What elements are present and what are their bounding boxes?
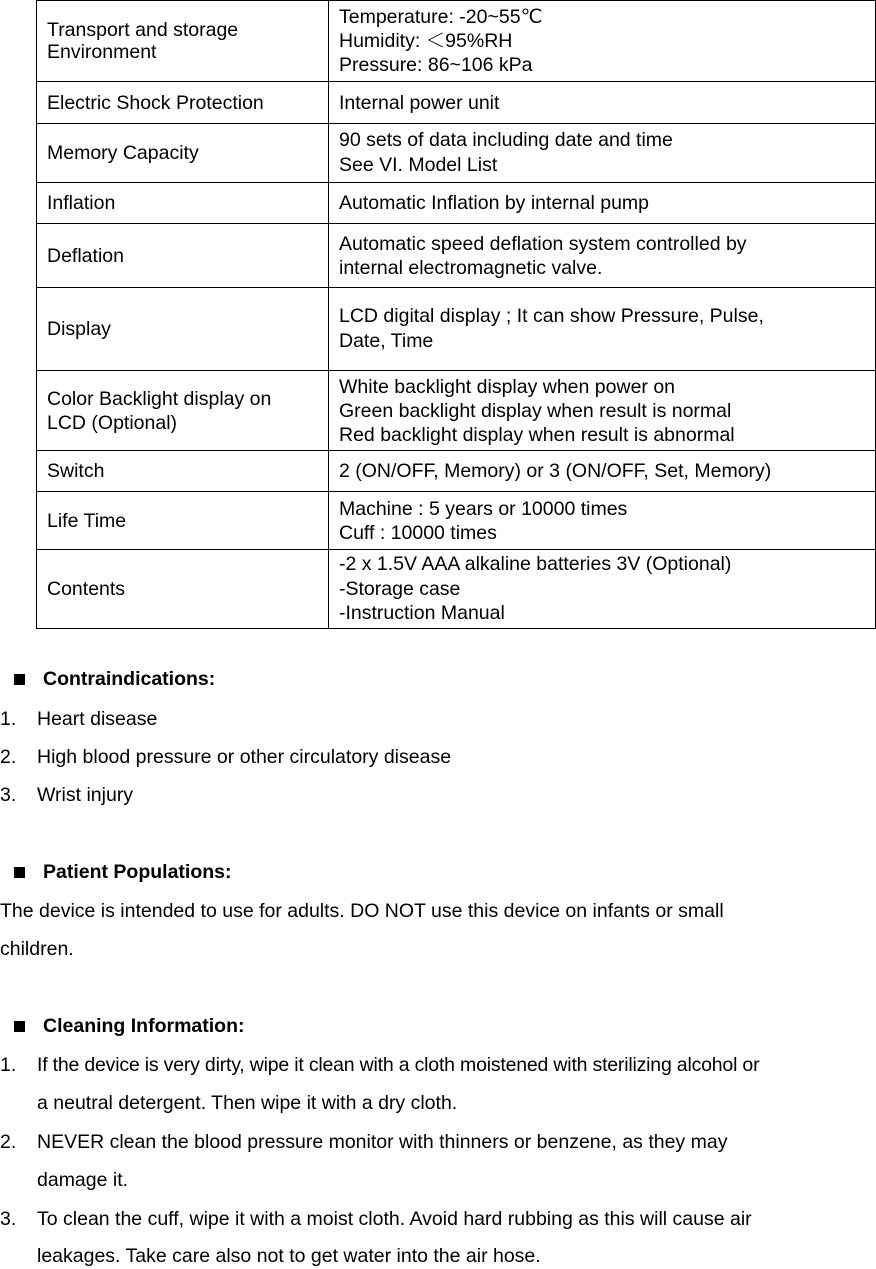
spec-label: [37, 124, 329, 183]
spec-label-line: Electric Shock Protection: [47, 91, 264, 114]
spec-value: [329, 224, 876, 288]
list-text: a neutral detergent. Then wipe it with a dry cloth.: [37, 1092, 458, 1114]
spec-value: [329, 371, 876, 451]
spec-value-line: -Storage case: [339, 577, 461, 600]
spec-label: [37, 224, 329, 288]
paragraph-line: The device is intended to use for adults. DO NOT use this device on infants or small: [0, 900, 724, 922]
square-bullet-icon: [14, 867, 25, 878]
spec-value-line: Automatic Inflation by internal pump: [339, 192, 650, 214]
list-number: 3.: [0, 784, 17, 806]
list-text: leakages. Take care also not to get water into the air hose.: [37, 1245, 541, 1267]
spec-label-line: Transport and storage: [47, 19, 239, 41]
spec-value-line: -2 x 1.5V AAA alkaline batteries 3V (Optional): [339, 553, 732, 576]
spec-value-line: -Instruction Manual: [339, 602, 505, 625]
spec-label: [37, 550, 329, 629]
table-row: [37, 371, 876, 451]
list-text: Heart disease: [37, 708, 158, 730]
spec-value-line: See VI. Model List: [339, 154, 498, 176]
section-heading-text: Cleaning Information:: [43, 1015, 245, 1037]
list-text: damage it.: [37, 1169, 129, 1191]
spec-label: [37, 1, 329, 82]
spec-value-line: Green backlight display when result is normal: [339, 399, 732, 422]
list-number: 1.: [0, 708, 17, 730]
list-text: Wrist injury: [37, 784, 134, 806]
spec-label: [37, 82, 329, 124]
list-number: 2.: [0, 1131, 17, 1153]
spec-label-line: LCD (Optional): [47, 411, 178, 434]
section-heading-text: Patient Populations:: [43, 861, 232, 883]
spec-label-line: Memory Capacity: [47, 142, 199, 164]
spec-value-line: White backlight display when power on: [339, 375, 676, 398]
list-number: 1.: [0, 1054, 17, 1076]
spec-label: [37, 288, 329, 371]
table-row: [37, 124, 876, 183]
spec-value-line: Automatic speed deflation system controlled by: [339, 232, 747, 255]
specifications-table: [36, 0, 876, 629]
list-text: NEVER clean the blood pressure monitor with thinners or benzene, as they may: [37, 1131, 728, 1153]
spec-value-line: 90 sets of data including date and time: [339, 129, 673, 151]
spec-label: [37, 371, 329, 451]
table-row: [37, 82, 876, 124]
spec-value: [329, 451, 876, 492]
spec-label-line: Contents: [47, 578, 126, 600]
list-text: To clean the cuff, wipe it with a moist cloth. Avoid hard rubbing as this will cause air: [37, 1208, 752, 1230]
spec-value-line: 2 (ON/OFF, Memory) or 3 (ON/OFF, Set, Memory): [339, 460, 772, 482]
table-row: [37, 550, 876, 629]
spec-label-line: Inflation: [47, 192, 116, 214]
spec-label-line: Switch: [47, 460, 105, 482]
spec-value-line: LCD digital display ; It can show Pressure, Pulse,: [339, 305, 764, 327]
spec-value: [329, 124, 876, 183]
paragraph-line: children.: [0, 938, 74, 960]
patient-populations-heading: [14, 861, 232, 884]
spec-label-line: Life Time: [47, 509, 127, 532]
table-row: [37, 492, 876, 550]
spec-value: [329, 492, 876, 550]
contraindications-heading: [14, 668, 215, 691]
spec-value-line: Red backlight display when result is abnormal: [339, 423, 735, 446]
spec-value-line: Humidity: ＜95%RH: [339, 30, 513, 52]
square-bullet-icon: [14, 1021, 25, 1032]
spec-label-line: Environment: [47, 41, 157, 63]
table-row: [37, 288, 876, 371]
spec-label: [37, 183, 329, 224]
spec-label: [37, 451, 329, 492]
spec-value: [329, 82, 876, 124]
list-text: If the device is very dirty, wipe it clean with a cloth moistened with sterilizing alcohol or: [37, 1054, 760, 1076]
list-number: 2.: [0, 746, 17, 768]
spec-value: [329, 288, 876, 371]
spec-label-line: Display: [47, 318, 111, 340]
spec-value-line: Temperature: -20~55℃: [339, 6, 543, 28]
spec-value-line: Date, Time: [339, 330, 434, 352]
spec-value-line: internal electromagnetic valve.: [339, 256, 603, 279]
spec-value: [329, 1, 876, 82]
section-heading-text: Contraindications:: [43, 668, 216, 690]
list-number: 3.: [0, 1208, 17, 1230]
spec-value-line: Pressure: 86~106 kPa: [339, 54, 533, 76]
list-text: High blood pressure or other circulatory disease: [37, 746, 452, 768]
square-bullet-icon: [14, 674, 25, 685]
table-row: [37, 183, 876, 224]
table-row: [37, 451, 876, 492]
cleaning-information-heading: [14, 1015, 245, 1038]
spec-value-line: Machine : 5 years or 10000 times: [339, 497, 628, 520]
spec-label: [37, 492, 329, 550]
spec-value: [329, 183, 876, 224]
table-row: [37, 1, 876, 82]
spec-value-line: Cuff : 10000 times: [339, 521, 497, 544]
spec-label-line: Deflation: [47, 244, 124, 267]
spec-value-line: Internal power unit: [339, 91, 500, 114]
table-row: [37, 224, 876, 288]
spec-value: [329, 550, 876, 629]
spec-label-line: Color Backlight display on: [47, 387, 272, 410]
